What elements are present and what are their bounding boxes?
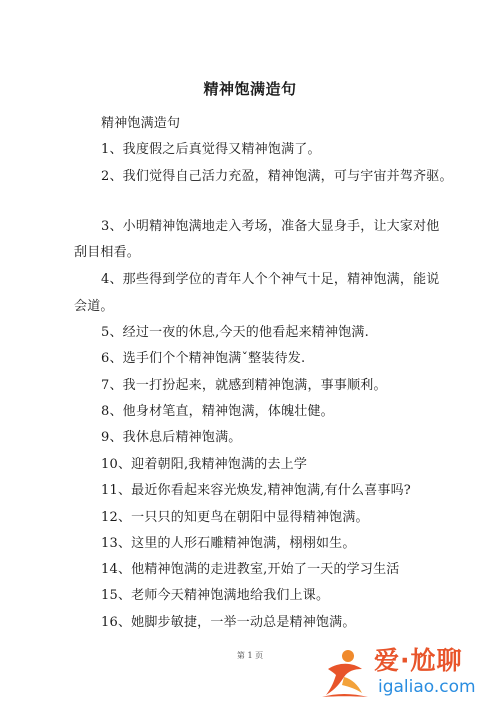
subtitle-line: 精神饱满造句 [101,116,181,131]
sentence-16: 16、她脚步敏捷，一举一动总是精神饱满。 [101,615,356,630]
watermark-brand: 爱·尬聊 [374,646,463,675]
sentence-14: 14、他精神饱满的走进教室,开始了一天的学习生活 [101,562,400,577]
sentence-11: 11、最近你看起来容光焕发,精神饱满,有什么喜事吗? [101,483,411,498]
site-watermark [318,643,488,703]
sentence-8: 8、他身材笔直，精神饱满，体魄壮健。 [101,404,334,419]
sentence-1: 1、我度假之后真觉得又精神饱满了。 [101,142,321,157]
page-number: 第 1 页 [236,651,264,660]
sentence-9: 9、我休息后精神饱满。 [101,430,242,445]
sentence-5: 5、经过一夜的休息,今天的他看起来精神饱满. [101,325,369,340]
watermark-domain: igaliao.com [378,677,476,697]
running-figure-logo-icon [318,647,374,699]
sentence-4-continued: 会道。 [74,299,114,314]
sentence-13: 13、这里的人形石雕精神饱满，栩栩如生。 [101,536,356,551]
sentence-6: 6、选手们个个精神饱满ˇ整装待发. [101,351,306,366]
sentence-15: 15、老师今天精神饱满地给我们上课。 [101,588,330,603]
sentence-4: 4、那些得到学位的青年人个个神气十足，精神饱满，能说 [101,272,440,287]
sentence-7: 7、我一打扮起来，就感到精神饱满，事事顺利。 [101,378,387,393]
page-title: 精神饱满造句 [203,80,297,98]
sentence-3: 3、小明精神饱满地走入考场，准备大显身手，让大家对他 [101,219,440,234]
sentence-12: 12、一只只的知更鸟在朝阳中显得精神饱满。 [101,510,369,525]
sentence-2: 2、我们觉得自己活力充盈，精神饱满，可与宇宙并驾齐驱。 [101,169,453,184]
sentence-3-continued: 刮目相看。 [74,245,141,260]
sentence-10: 10、迎着朝阳,我精神饱满的去上学 [101,457,308,472]
